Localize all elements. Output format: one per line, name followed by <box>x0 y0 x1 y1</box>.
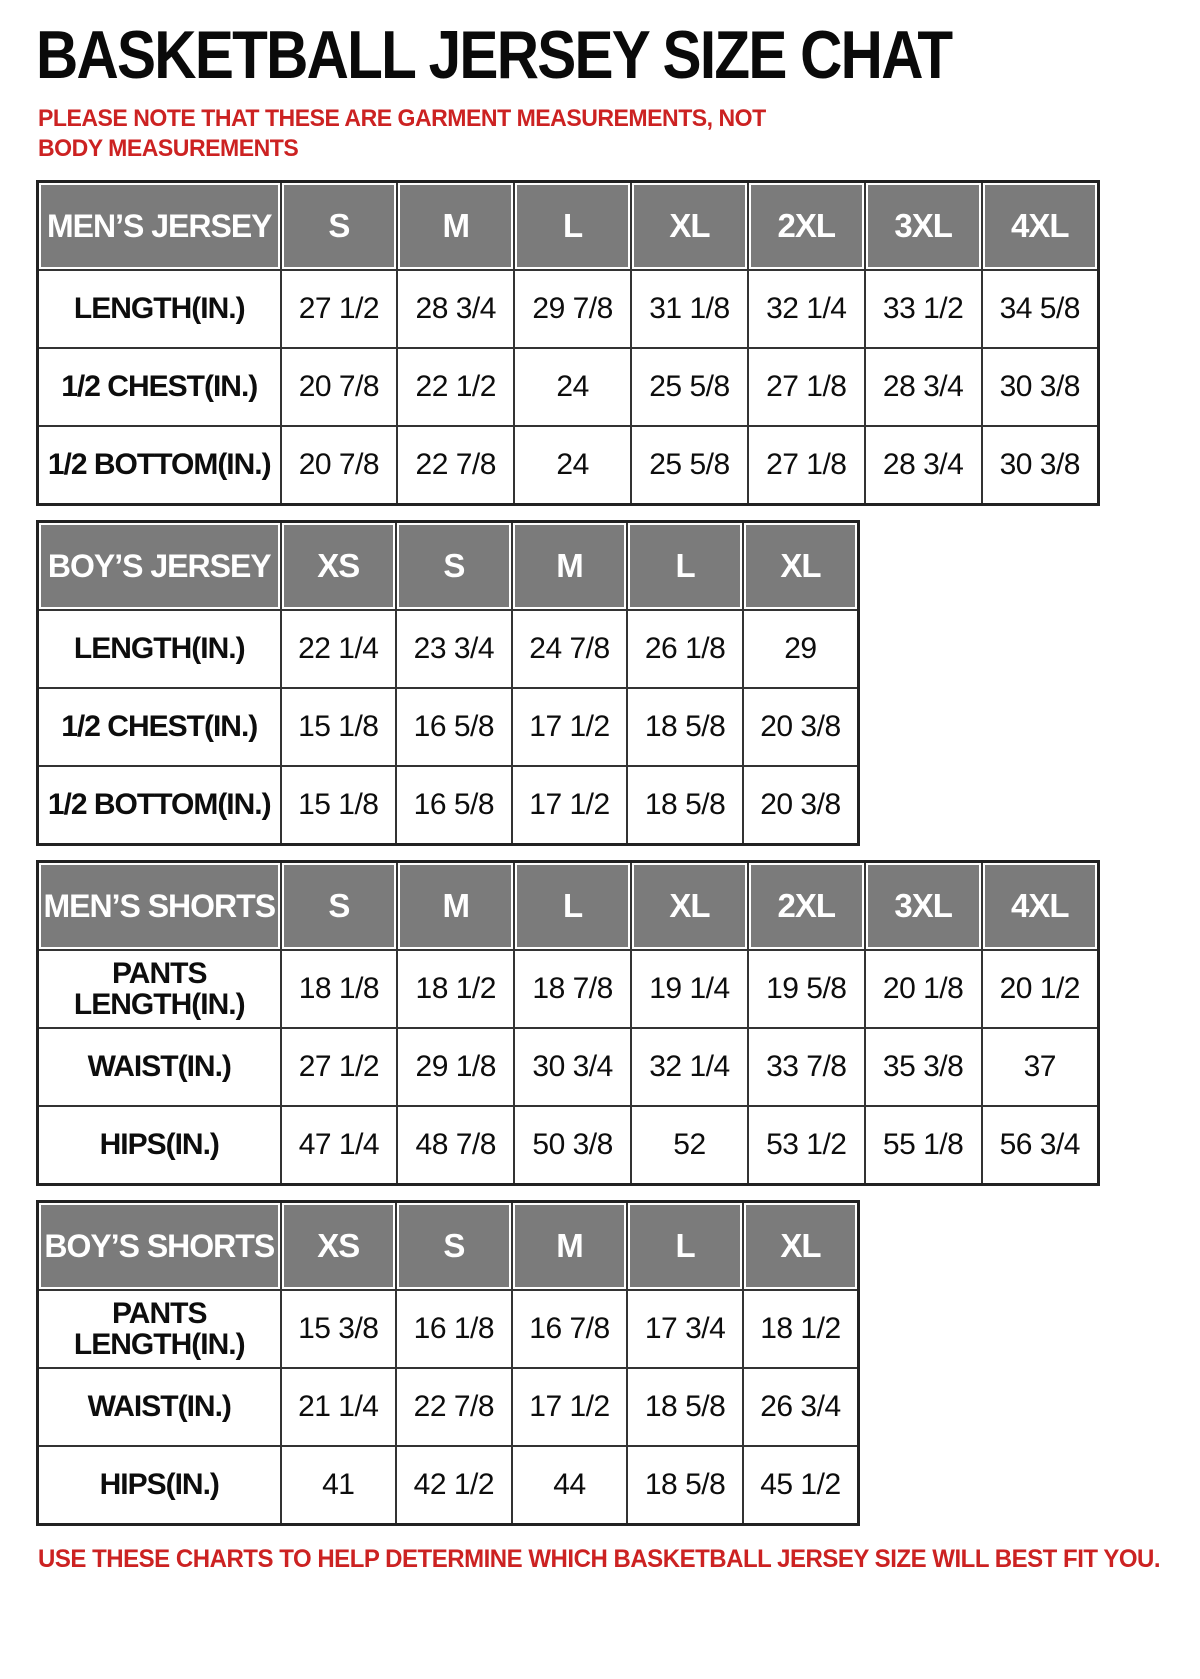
measurement-cell: 16 1/8 <box>396 1290 512 1368</box>
measurement-cell: 20 1/8 <box>865 950 982 1028</box>
row-label: 1/2 CHEST(IN.) <box>38 348 281 426</box>
table-row <box>38 1106 1099 1185</box>
measurement-cell: 18 5/8 <box>627 1446 743 1525</box>
measurement-cell: 42 1/2 <box>396 1446 512 1525</box>
measurement-cell: 26 1/8 <box>627 610 743 688</box>
measurement-cell: 16 5/8 <box>396 766 512 845</box>
measurement-cell: 18 1/2 <box>397 950 514 1028</box>
row-label: 1/2 CHEST(IN.) <box>38 688 281 766</box>
measurement-cell: 29 7/8 <box>514 270 631 348</box>
measurement-cell: 44 <box>512 1446 628 1525</box>
measurement-cell: 20 1/2 <box>982 950 1099 1028</box>
measurement-cell: 18 7/8 <box>514 950 631 1028</box>
page-title: BASKETBALL JERSEY SIZE CHAT <box>36 17 952 93</box>
measurement-cell: 21 1/4 <box>281 1368 397 1446</box>
mens-shorts-table-container <box>36 860 1200 1186</box>
row-label: 1/2 BOTTOM(IN.) <box>38 766 281 845</box>
measurement-cell: 20 7/8 <box>281 426 398 505</box>
measurement-cell: 15 3/8 <box>281 1290 397 1368</box>
row-label: WAIST(IN.) <box>38 1368 281 1446</box>
measurement-cell: 53 1/2 <box>748 1106 865 1185</box>
boys-jersey-table-container <box>36 520 1200 846</box>
measurement-cell: 48 7/8 <box>397 1106 514 1185</box>
measurement-cell: 31 1/8 <box>631 270 748 348</box>
measurement-cell: 33 7/8 <box>748 1028 865 1106</box>
row-label: LENGTH(IN.) <box>38 270 281 348</box>
measurement-cell: 55 1/8 <box>865 1106 982 1185</box>
table-row <box>38 1290 859 1368</box>
size-header: XL <box>631 182 748 271</box>
measurement-cell: 16 7/8 <box>512 1290 628 1368</box>
measurement-cell: 56 3/4 <box>982 1106 1099 1185</box>
measurement-cell: 20 7/8 <box>281 348 398 426</box>
size-header: L <box>627 1202 743 1291</box>
size-table <box>36 860 1100 1186</box>
measurement-cell: 25 5/8 <box>631 348 748 426</box>
table-row <box>38 1368 859 1446</box>
table-row <box>38 1028 1099 1106</box>
measurement-cell: 17 3/4 <box>627 1290 743 1368</box>
table-row <box>38 950 1099 1028</box>
size-table <box>36 180 1100 506</box>
row-label: 1/2 BOTTOM(IN.) <box>38 426 281 505</box>
size-header: M <box>512 1202 628 1291</box>
measurement-cell: 23 3/4 <box>396 610 512 688</box>
size-header: 3XL <box>865 182 982 271</box>
measurement-cell: 30 3/8 <box>982 348 1099 426</box>
size-header: L <box>514 862 631 951</box>
measurement-cell: 19 1/4 <box>631 950 748 1028</box>
table-row <box>38 1446 859 1525</box>
row-label: PANTS LENGTH(IN.) <box>38 1290 281 1368</box>
table-row <box>38 688 859 766</box>
size-header: 2XL <box>748 182 865 271</box>
measurement-cell: 32 1/4 <box>748 270 865 348</box>
size-header: XS <box>281 1202 397 1291</box>
size-header: XL <box>743 1202 859 1291</box>
measurement-cell: 52 <box>631 1106 748 1185</box>
measurement-cell: 18 5/8 <box>627 766 743 845</box>
measurement-cell: 22 7/8 <box>396 1368 512 1446</box>
measurement-cell: 18 5/8 <box>627 1368 743 1446</box>
size-header: L <box>514 182 631 271</box>
measurement-cell: 27 1/8 <box>748 426 865 505</box>
measurement-cell: 32 1/4 <box>631 1028 748 1106</box>
measurement-cell: 24 <box>514 348 631 426</box>
mens-jersey-table-container <box>36 180 1200 506</box>
size-header: L <box>627 522 743 611</box>
measurement-cell: 24 7/8 <box>512 610 628 688</box>
measurement-cell: 19 5/8 <box>748 950 865 1028</box>
table-title: BOY’S SHORTS <box>38 1202 281 1291</box>
size-header: M <box>397 182 514 271</box>
measurement-cell: 17 1/2 <box>512 766 628 845</box>
measurement-cell: 24 <box>514 426 631 505</box>
measurement-cell: 37 <box>982 1028 1099 1106</box>
measurement-cell: 18 1/8 <box>281 950 398 1028</box>
measurement-cell: 15 1/8 <box>281 766 397 845</box>
measurement-cell: 27 1/8 <box>748 348 865 426</box>
measurement-cell: 17 1/2 <box>512 1368 628 1446</box>
size-header: XS <box>281 522 397 611</box>
table-title: MEN’S SHORTS <box>38 862 281 951</box>
size-header: S <box>396 522 512 611</box>
measurement-cell: 27 1/2 <box>281 1028 398 1106</box>
size-header: S <box>396 1202 512 1291</box>
table-row <box>38 610 859 688</box>
measurement-cell: 28 3/4 <box>865 426 982 505</box>
size-header: XL <box>631 862 748 951</box>
measurement-cell: 15 1/8 <box>281 688 397 766</box>
measurement-cell: 28 3/4 <box>397 270 514 348</box>
measurement-cell: 27 1/2 <box>281 270 398 348</box>
row-label: PANTS LENGTH(IN.) <box>38 950 281 1028</box>
measurement-cell: 50 3/8 <box>514 1106 631 1185</box>
measurement-cell: 16 5/8 <box>396 688 512 766</box>
row-label: HIPS(IN.) <box>38 1106 281 1185</box>
size-header: M <box>397 862 514 951</box>
row-label: HIPS(IN.) <box>38 1446 281 1525</box>
size-table <box>36 1200 860 1526</box>
size-header: 2XL <box>748 862 865 951</box>
measurement-cell: 22 1/2 <box>397 348 514 426</box>
table-row <box>38 766 859 845</box>
measurement-cell: 30 3/8 <box>982 426 1099 505</box>
row-label: WAIST(IN.) <box>38 1028 281 1106</box>
measurement-cell: 29 <box>743 610 859 688</box>
measurement-cell: 17 1/2 <box>512 688 628 766</box>
table-row <box>38 348 1099 426</box>
size-table <box>36 520 860 846</box>
measurement-cell: 41 <box>281 1446 397 1525</box>
measurement-cell: 30 3/4 <box>514 1028 631 1106</box>
size-header: M <box>512 522 628 611</box>
measurement-cell: 22 1/4 <box>281 610 397 688</box>
measurement-cell: 20 3/8 <box>743 766 859 845</box>
table-title: BOY’S JERSEY <box>38 522 281 611</box>
boys-shorts-table-container <box>36 1200 1200 1526</box>
measurement-cell: 25 5/8 <box>631 426 748 505</box>
table-title: MEN’S JERSEY <box>38 182 281 271</box>
measurement-cell: 45 1/2 <box>743 1446 859 1525</box>
table-row <box>38 270 1099 348</box>
measurement-cell: 34 5/8 <box>982 270 1099 348</box>
measurement-cell: 35 3/8 <box>865 1028 982 1106</box>
measurement-cell: 26 3/4 <box>743 1368 859 1446</box>
row-label: LENGTH(IN.) <box>38 610 281 688</box>
size-header: XL <box>743 522 859 611</box>
measurement-cell: 33 1/2 <box>865 270 982 348</box>
measurement-cell: 28 3/4 <box>865 348 982 426</box>
measurement-cell: 22 7/8 <box>397 426 514 505</box>
garment-measurement-note: PLEASE NOTE THAT THESE ARE GARMENT MEASUREMENTS, NOT BODY MEASUREMENTS <box>38 105 766 162</box>
size-header: 3XL <box>865 862 982 951</box>
size-header: S <box>281 862 398 951</box>
measurement-cell: 18 1/2 <box>743 1290 859 1368</box>
size-header: 4XL <box>982 182 1099 271</box>
size-header: S <box>281 182 398 271</box>
fit-advice-note: USE THESE CHARTS TO HELP DETERMINE WHICH BASKETBALL JERSEY SIZE WILL BEST FIT YOU. <box>38 1545 1161 1573</box>
measurement-cell: 18 5/8 <box>627 688 743 766</box>
size-header: 4XL <box>982 862 1099 951</box>
measurement-cell: 47 1/4 <box>281 1106 398 1185</box>
measurement-cell: 20 3/8 <box>743 688 859 766</box>
table-row <box>38 426 1099 505</box>
measurement-cell: 29 1/8 <box>397 1028 514 1106</box>
